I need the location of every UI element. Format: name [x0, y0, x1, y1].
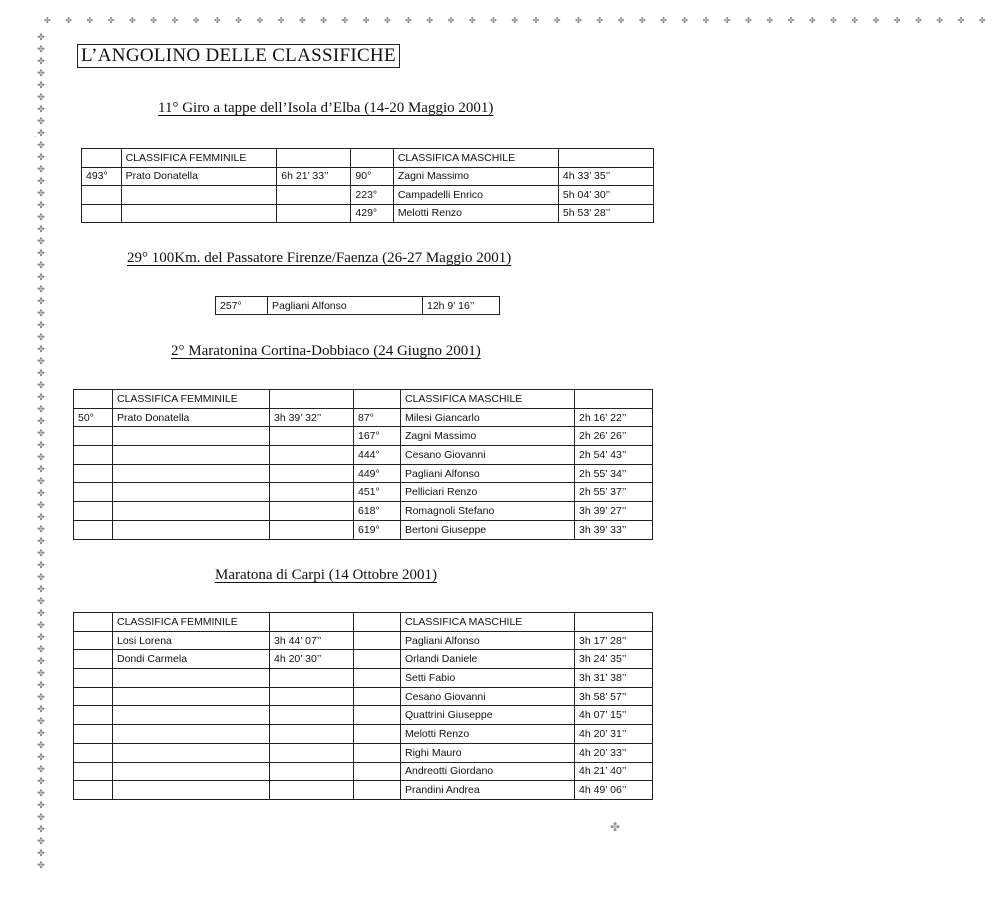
page-title: L’ANGOLINO DELLE CLASSIFICHE [77, 44, 400, 68]
time-cell: 4h 20’ 31’’ [575, 725, 653, 744]
place-cell: 223° [351, 186, 393, 205]
name-cell [113, 464, 270, 483]
place-cell: 444° [354, 446, 401, 465]
name-cell: Righi Mauro [401, 743, 575, 762]
table-row [82, 167, 654, 186]
time-cell: 2h 16’ 22’’ [575, 408, 653, 427]
table-row [74, 502, 653, 521]
header-row [74, 390, 653, 409]
top-decorative-border: ✤ ✤ ✤ ✤ ✤ ✤ ✤ ✤ ✤ ✤ ✤ ✤ ✤ ✤ ✤ ✤ ✤ ✤ ✤ ✤ ✤ ✤ ✤ ✤ ✤ ✤ ✤ ✤ ✤ ✤ ✤ ✤ ✤ ✤ ✤ ✤ ✤ ✤ ✤ ✤ ✤ ✤ ✤ ✤ ✤ [44, 16, 992, 25]
name-cell: CLASSIFICA MASCHILE [393, 149, 558, 168]
left-decorative-border: ✤ ✤ ✤ ✤ ✤ ✤ ✤ ✤ ✤ ✤ ✤ ✤ ✤ ✤ ✤ ✤ ✤ ✤ ✤ ✤ ✤ ✤ ✤ ✤ ✤ ✤ ✤ ✤ ✤ ✤ ✤ ✤ ✤ ✤ ✤ ✤ ✤ ✤ ✤ ✤ ✤ ✤ ✤ ✤ ✤ ✤ ✤ ✤ ✤ ✤ ✤ ✤ ✤ ✤ ✤ ✤ ✤ ✤ ✤ ✤ ✤ ✤ ✤ ✤ ✤ ✤ ✤ ✤ ✤ ✤ [37, 33, 45, 871]
time-cell: 3h 24’ 35’’ [575, 650, 653, 669]
place-cell [74, 725, 113, 744]
place-cell [74, 743, 113, 762]
table-row [82, 186, 654, 205]
place-cell [354, 650, 401, 669]
place-cell [74, 502, 113, 521]
time-cell [270, 483, 354, 502]
race-title-passatore: 29° 100Km. del Passatore Firenze/Faenza (26-27 Maggio 2001) [127, 250, 512, 266]
name-cell: Pagliani Alfonso [401, 464, 575, 483]
time-cell [270, 502, 354, 521]
time-cell [270, 706, 354, 725]
speck-mark: · [34, 132, 37, 141]
name-cell: Cesano Giovanni [401, 687, 575, 706]
time-cell: 4h 49’ 06’’ [575, 781, 653, 800]
corner-mark: ✤ [610, 820, 621, 834]
place-cell: 619° [354, 520, 401, 539]
name-cell [113, 687, 270, 706]
place-cell [354, 725, 401, 744]
place-cell [74, 706, 113, 725]
name-cell: Dondi Carmela [113, 650, 270, 669]
place-cell [74, 483, 113, 502]
time-cell: 5h 53’ 28’’ [558, 204, 653, 223]
time-cell: 3h 31’ 38’’ [575, 669, 653, 688]
name-cell [113, 502, 270, 521]
place-cell [351, 149, 393, 168]
time-cell: 3h 39’ 32’’ [270, 408, 354, 427]
time-cell [270, 781, 354, 800]
name-cell: Bertoni Giuseppe [401, 520, 575, 539]
place-cell [82, 149, 122, 168]
time-cell: 2h 55’ 37’’ [575, 483, 653, 502]
place-cell [74, 390, 113, 409]
table-row [74, 725, 653, 744]
name-cell [113, 483, 270, 502]
name-cell: Pagliani Alfonso [401, 631, 575, 650]
place-cell: 90° [351, 167, 393, 186]
header-row [74, 613, 653, 632]
name-cell: Prato Donatella [113, 408, 270, 427]
table-row [74, 743, 653, 762]
table-row [74, 650, 653, 669]
time-cell: 5h 04’ 30’’ [558, 186, 653, 205]
time-cell [270, 743, 354, 762]
table-row [74, 631, 653, 650]
name-cell: Melotti Renzo [393, 204, 558, 223]
place-cell: 451° [354, 483, 401, 502]
name-cell [121, 204, 277, 223]
time-cell [575, 613, 653, 632]
race-title-cortina: 2° Maratonina Cortina-Dobbiaco (24 Giugno 2001) [171, 343, 481, 359]
name-cell: Prandini Andrea [401, 781, 575, 800]
table-row [74, 408, 653, 427]
name-cell: Andreotti Giordano [401, 762, 575, 781]
place-cell [354, 613, 401, 632]
time-cell: 3h 44’ 07’’ [270, 631, 354, 650]
name-cell: CLASSIFICA MASCHILE [401, 613, 575, 632]
time-cell: 3h 58’ 57’’ [575, 687, 653, 706]
time-cell: 4h 21’ 40’’ [575, 762, 653, 781]
place-cell [354, 762, 401, 781]
time-cell: 12h 9’ 16’’ [423, 297, 500, 315]
time-cell [270, 762, 354, 781]
time-cell [270, 464, 354, 483]
place-cell [82, 204, 122, 223]
time-cell: 3h 39’ 33’’ [575, 520, 653, 539]
name-cell [113, 725, 270, 744]
time-cell [277, 149, 351, 168]
place-cell [74, 520, 113, 539]
table-row [74, 520, 653, 539]
results-table-carpi [73, 612, 653, 800]
time-cell [575, 390, 653, 409]
place-cell [74, 669, 113, 688]
name-cell: CLASSIFICA MASCHILE [401, 390, 575, 409]
table-row [74, 706, 653, 725]
time-cell [270, 725, 354, 744]
name-cell [113, 743, 270, 762]
time-cell [270, 520, 354, 539]
time-cell [270, 687, 354, 706]
place-cell [74, 781, 113, 800]
place-cell: 449° [354, 464, 401, 483]
time-cell: 6h 21’ 33’’ [277, 167, 351, 186]
place-cell [74, 446, 113, 465]
place-cell [354, 687, 401, 706]
table-row [74, 446, 653, 465]
results-table-passatore [215, 296, 500, 315]
time-cell: 4h 07’ 15’’ [575, 706, 653, 725]
table-row [74, 762, 653, 781]
table-row [74, 687, 653, 706]
name-cell: Pagliani Alfonso [268, 297, 423, 315]
place-cell: 493° [82, 167, 122, 186]
race-title-elba: 11° Giro a tappe dell’Isola d’Elba (14-20 Maggio 2001) [158, 100, 494, 116]
time-cell: 4h 33’ 35’’ [558, 167, 653, 186]
place-cell [74, 427, 113, 446]
time-cell: 4h 20’ 30’’ [270, 650, 354, 669]
time-cell: 3h 17’ 28’’ [575, 631, 653, 650]
table-row [74, 669, 653, 688]
table-row [74, 464, 653, 483]
place-cell: 618° [354, 502, 401, 521]
name-cell: CLASSIFICA FEMMINILE [113, 613, 270, 632]
time-cell [270, 390, 354, 409]
time-cell: 2h 54’ 43’’ [575, 446, 653, 465]
name-cell [113, 520, 270, 539]
time-cell [270, 669, 354, 688]
name-cell: Prato Donatella [121, 167, 277, 186]
name-cell: Melotti Renzo [401, 725, 575, 744]
place-cell: 50° [74, 408, 113, 427]
table-row [74, 427, 653, 446]
name-cell [113, 706, 270, 725]
time-cell [277, 204, 351, 223]
place-cell [354, 781, 401, 800]
place-cell [74, 631, 113, 650]
name-cell: Orlandi Daniele [401, 650, 575, 669]
place-cell [74, 687, 113, 706]
name-cell: Quattrini Giuseppe [401, 706, 575, 725]
place-cell: 257° [216, 297, 268, 315]
name-cell: Setti Fabio [401, 669, 575, 688]
name-cell: Cesano Giovanni [401, 446, 575, 465]
table-row [74, 483, 653, 502]
place-cell [354, 669, 401, 688]
time-cell [270, 427, 354, 446]
name-cell: CLASSIFICA FEMMINILE [121, 149, 277, 168]
name-cell [113, 669, 270, 688]
name-cell: Campadelli Enrico [393, 186, 558, 205]
place-cell [74, 613, 113, 632]
name-cell: Romagnoli Stefano [401, 502, 575, 521]
place-cell [354, 631, 401, 650]
time-cell: 3h 39’ 27’’ [575, 502, 653, 521]
place-cell [74, 650, 113, 669]
header-row [82, 149, 654, 168]
time-cell [270, 446, 354, 465]
name-cell: CLASSIFICA FEMMINILE [113, 390, 270, 409]
time-cell: 2h 55’ 34’’ [575, 464, 653, 483]
table-row [82, 204, 654, 223]
name-cell [113, 781, 270, 800]
place-cell [354, 743, 401, 762]
place-cell: 167° [354, 427, 401, 446]
place-cell [74, 762, 113, 781]
time-cell [277, 186, 351, 205]
name-cell [113, 762, 270, 781]
race-title-carpi: Maratona di Carpi (14 Ottobre 2001) [215, 567, 438, 583]
name-cell [113, 427, 270, 446]
place-cell [354, 706, 401, 725]
name-cell: Losi Lorena [113, 631, 270, 650]
name-cell [113, 446, 270, 465]
place-cell: 87° [354, 408, 401, 427]
results-table-elba [81, 148, 654, 223]
time-cell: 4h 20’ 33’’ [575, 743, 653, 762]
place-cell [82, 186, 122, 205]
name-cell: Zagni Massimo [393, 167, 558, 186]
name-cell: Zagni Massimo [401, 427, 575, 446]
name-cell: Milesi Giancarlo [401, 408, 575, 427]
table-row [74, 781, 653, 800]
place-cell [354, 390, 401, 409]
time-cell [558, 149, 653, 168]
table-row [216, 297, 500, 315]
place-cell: 429° [351, 204, 393, 223]
place-cell [74, 464, 113, 483]
time-cell [270, 613, 354, 632]
name-cell [121, 186, 277, 205]
time-cell: 2h 26’ 26’’ [575, 427, 653, 446]
results-table-cortina [73, 389, 653, 540]
name-cell: Pelliciari Renzo [401, 483, 575, 502]
